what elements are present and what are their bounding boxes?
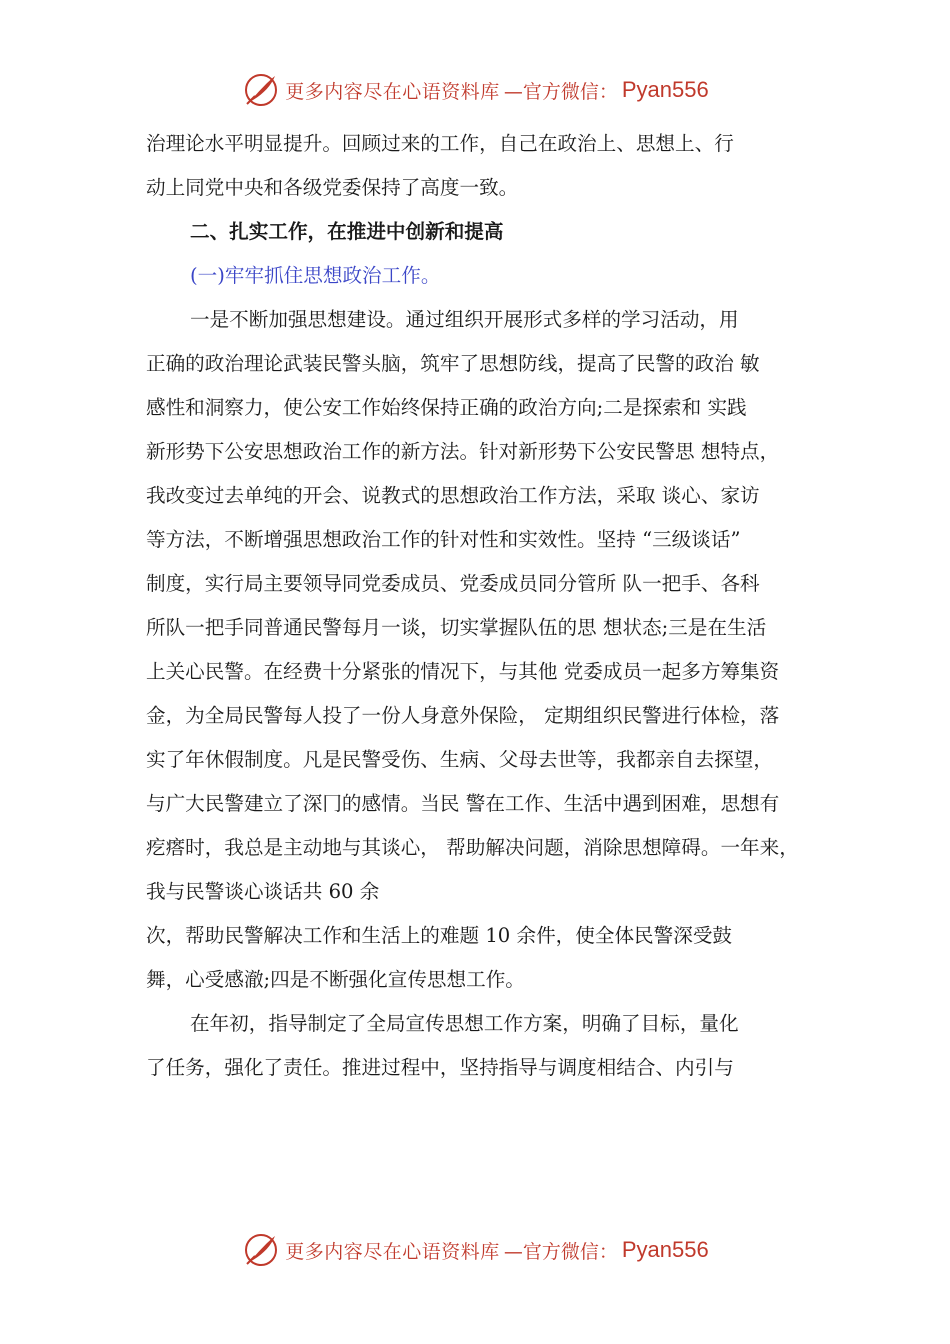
body-line: 一是不断加强思想建设。通过组织开展形式多样的学习活动，用 bbox=[190, 308, 739, 331]
body-line: 舞，心受感澈;四是不断强化宣传思想工作。 bbox=[146, 968, 525, 991]
body-line: 在年初，指导制定了全局宣传思想工作方案，明确了目标，量化 bbox=[190, 1012, 739, 1035]
body-line: 动上同党中央和各级党委保持了高度一致。 bbox=[146, 176, 519, 199]
document-body bbox=[146, 122, 836, 1090]
body-line: 感性和洞察力，使公安工作始终保持正确的政治方向;二是探索和 实践 bbox=[146, 396, 747, 419]
body-line: 疙瘩时，我总是主动地与其谈心， 帮助解决问题，消除思想障碍。一年来， bbox=[146, 836, 799, 859]
footer-watermark bbox=[0, 1226, 950, 1274]
section-heading: 二、扎实工作，在推进中创新和提高 bbox=[190, 220, 504, 243]
watermark-text: 更多内容尽在心语资料库 bbox=[285, 80, 500, 103]
watermark-text: 更多内容尽在心语资料库 bbox=[285, 1240, 500, 1263]
body-line: 上关心民警。在经费十分紧张的情况下，与其他 党委成员一起多方筹集资 bbox=[146, 660, 780, 683]
body-line: 治理论水平明显提升。回顾过来的工作，自己在政治上、思想上、行 bbox=[146, 132, 734, 155]
subsection-heading: (一)牢牢抓住思想政治工作。 bbox=[190, 264, 441, 287]
body-line: 我改变过去单纯的开会、说教式的思想政治工作方法，采取 谈心、家访 bbox=[146, 484, 760, 507]
feather-logo-icon bbox=[241, 70, 281, 110]
body-line: 新形势下公安思想政治工作的新方法。针对新形势下公安民警思 想特点， bbox=[146, 440, 780, 463]
body-line: 与广大民警建立了深⼌的感情。当民 警在工作、生活中遇到困难，思想有 bbox=[146, 792, 780, 815]
watermark-separator: —官方微信： bbox=[503, 1240, 618, 1263]
body-line: 制度，实行局主要领导同党委成员、党委成员同分管所 队一把手、各科 bbox=[146, 572, 760, 595]
body-line: 等方法，不断增强思想政治工作的针对性和实效性。坚持 “三级谈话” bbox=[146, 528, 741, 551]
body-line: 所队一把手同普通民警每月一谈，切实掌握队伍的思 想状态;三是在生活 bbox=[146, 616, 767, 639]
feather-logo-icon bbox=[241, 1230, 281, 1270]
watermark-wechat-id: Pyan556 bbox=[621, 1237, 709, 1262]
body-line: 了任务，强化了责任。推进过程中，坚持指导与调度相结合、内引与 bbox=[146, 1056, 734, 1079]
body-line: 金，为全局民警每人投了一份人身意外保险， 定期组织民警进行体检，落 bbox=[146, 704, 780, 727]
body-line: 次，帮助民警解决工作和生活上的难题 10 余件，使全体民警深受鼓 bbox=[146, 924, 733, 947]
body-line: 正确的政治理论武装民警头脑，筑牢了思想防线，提高了民警的政治 敏 bbox=[146, 352, 760, 375]
header-watermark bbox=[0, 66, 950, 114]
watermark-separator: —官方微信： bbox=[503, 80, 618, 103]
watermark-wechat-id: Pyan556 bbox=[621, 77, 709, 102]
body-line: 实了年休假制度。凡是民警受伤、生病、父母去世等，我都亲自去探望， bbox=[146, 748, 773, 771]
body-line: 我与民警谈心谈话共 60 余 bbox=[146, 880, 380, 903]
